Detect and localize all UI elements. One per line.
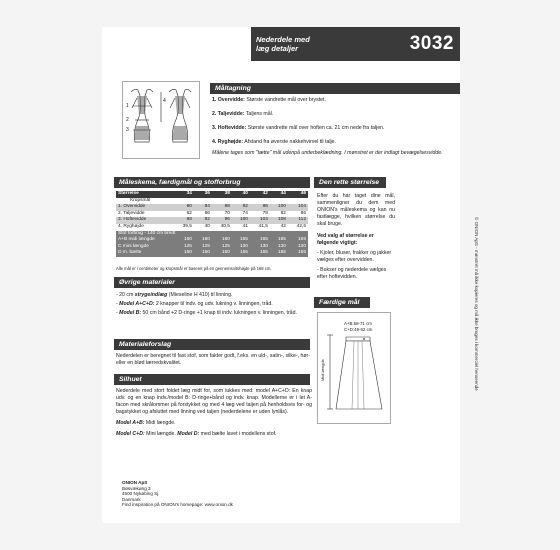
- maltagning-text: Største vandrette mål over brystet.: [246, 97, 326, 103]
- materialeforslag-text: Nederdelen er beregnet til fast stof, som falder godt, f.eks. en uld-, satin-, silke-, hør- eller en blød lærredskvalitet.: [116, 353, 310, 366]
- den-rette-bullet-text: Kjoler, bluser, frakker og jakker vælges efter overvidden.: [317, 250, 392, 263]
- body-figure-illustration: [123, 82, 199, 158]
- den-rette-bullet: - Bukser og nederdele vælges efter hoftevidden.: [317, 267, 387, 280]
- maltagning-label: 1. Overvidde:: [212, 97, 245, 103]
- footer-line: Find inspiration på ONION's homepage: www.onion.dk: [122, 502, 233, 508]
- table-cell: 40: [204, 223, 210, 229]
- maltagning-text: Taljens mål.: [245, 111, 274, 117]
- table-footnote: Alle mål er i centimeter og kropsmål er baseret på en gennemsnitshøjde på 168 cm.: [116, 266, 272, 271]
- table-cell: 130: [270, 244, 288, 251]
- silhouet-desc: Mini længde.: [144, 431, 178, 437]
- table-cell: 1. Overvidde: [116, 204, 174, 211]
- footer-address: [122, 480, 233, 508]
- table-cell: 100: [270, 204, 288, 211]
- silhouet-desc: med bælte lavet i modellens stof.: [199, 431, 277, 437]
- table-cell: A+B midi længde: [116, 237, 174, 244]
- table-cell: 130: [288, 244, 308, 251]
- table-cell: 160: [212, 237, 232, 244]
- table-cell: 3. Hoftevidde: [116, 217, 174, 224]
- table-cell: 70: [224, 210, 230, 216]
- table-subheader: Kropsmål: [130, 197, 151, 203]
- silhouet-model: Model C+D:: [116, 431, 145, 437]
- table-header-cell: 44: [270, 191, 288, 198]
- ovrige-post: 50 cm bånd +2 D-ringe +1 knap til indv. lukningen v. linningen, tråd.: [141, 310, 297, 316]
- table-cell: 42: [280, 223, 286, 229]
- table-cell: 66: [204, 210, 210, 216]
- table-cell: 42,5: [296, 223, 306, 229]
- silhouet-desc: Midi længde.: [144, 420, 176, 426]
- faerdige-label-1: A+B:68-71 cm: [344, 321, 372, 326]
- table-cell: 160: [194, 237, 212, 244]
- table-cell: 80: [174, 204, 194, 211]
- table-cell: 130: [232, 244, 250, 251]
- faerdige-side-label: Midi længde: [320, 359, 325, 381]
- pattern-sheet: [102, 27, 479, 523]
- ovrige-bold: Model A+C+D:: [119, 301, 155, 307]
- maltagning-item: [212, 125, 457, 132]
- maltagning-label: 2. Taljevidde:: [212, 111, 245, 117]
- ovrige-pre: - 20 cm: [116, 292, 135, 298]
- table-cell: 86: [300, 210, 306, 216]
- den-rette-text: Efter du har taget dine mål, sammenligner du dem med ONION's måleskema og kan nu fastlægge, hvilken størrelse du skal bruge.: [317, 193, 395, 227]
- table-cell: 74: [242, 210, 248, 216]
- silhouet-p1: Nederdele med stort foldet læg midt for, som lukkes med: model A+C+D: En knap udv. og en knap indv./model B: D-ringe+bånd og indv. knap. Modellerne er i let A-facon med skrålommer på forstykket og med 4 læg ved taljen på henholdsvis for- og bagstykket og afsluttet med linning ved taljen (nederdelene er uden lynlås).: [116, 388, 312, 415]
- maltagning-item: [212, 139, 457, 146]
- table-header-cell: Størrelse: [116, 191, 174, 198]
- maltagning-text: Største vandrette mål over hoften ca. 21 cm nede fra taljen.: [247, 125, 385, 131]
- table-header-cell: 38: [212, 191, 232, 198]
- maltagning-text: Afstand fra øverste nakkehvirvel til talje.: [244, 139, 336, 145]
- table-cell: 155: [288, 250, 308, 257]
- faerdige-label-2: C+D:49-52 cm: [344, 327, 373, 332]
- table-cell: 4. Ryghøjde: [118, 223, 144, 229]
- section-silhouet: Silhuet: [114, 374, 310, 385]
- table-row: [116, 250, 308, 257]
- table-row: [116, 237, 308, 244]
- table-cell: 88: [212, 204, 232, 211]
- section-materialeforslag: Materialeforslag: [114, 339, 310, 350]
- table-cell: 160: [174, 237, 194, 244]
- title-line-1: Nederdele med: [256, 35, 310, 44]
- skirt-illustration: [318, 313, 390, 423]
- footer-line: Danmark: [122, 496, 141, 502]
- table-cell: 150: [194, 250, 212, 257]
- svg-text:3: 3: [126, 127, 129, 133]
- footer-line: ONION ApS: [122, 480, 148, 485]
- section-faerdige: Færdige mål: [314, 297, 370, 308]
- table-cell: 62: [186, 210, 192, 216]
- copyright-text: © ONION ApS - mønstret må ikke kopieres og må ikke bruges i kommerciel henseende: [474, 217, 479, 391]
- table-cell: 2. Taljevidde: [118, 210, 145, 216]
- table-cell: 130: [250, 244, 270, 251]
- table-row: [116, 204, 308, 211]
- table-cell: 165: [232, 237, 250, 244]
- table-header-row: [116, 191, 308, 198]
- den-rette-block: [317, 193, 395, 281]
- ovrige-bold: strygeindlæg: [134, 292, 168, 298]
- table-cell: 41,5: [258, 223, 268, 229]
- ovrige-item: [116, 292, 310, 299]
- section-maltagning: Måltagning: [210, 83, 460, 94]
- title-line-2: læg detaljer: [256, 44, 299, 53]
- maltagning-list: [212, 97, 457, 157]
- table-cell: 150: [212, 250, 232, 257]
- table-cell: 165: [288, 237, 308, 244]
- table-cell: 100: [232, 217, 250, 224]
- table-cell: 112: [288, 217, 308, 224]
- den-rette-bullet-text: Bukser og nederdele vælges efter hoftevidden.: [317, 267, 387, 280]
- table-row: [116, 217, 308, 224]
- footer-line: Bøsvækøng 3: [122, 485, 151, 491]
- table-cell: 150: [174, 250, 194, 257]
- table-cell: 108: [270, 217, 288, 224]
- table-cell: 92: [194, 217, 212, 224]
- table-header-cell: 36: [194, 191, 212, 198]
- table-cell: D m. bælte: [116, 250, 174, 257]
- maltagning-item: [212, 97, 457, 104]
- silhouet-p3: [116, 431, 312, 438]
- svg-text:2: 2: [126, 117, 129, 123]
- table-cell: 165: [270, 237, 288, 244]
- table-cell: 96: [250, 204, 270, 211]
- footer-line: 4500 Nykøbing Sj.: [122, 491, 160, 497]
- section-maleskema: Måleskema, færdigmål og stofforbrug: [114, 177, 310, 188]
- section-ovrige: Øvrige materialer: [114, 277, 310, 288]
- ovrige-list: [116, 292, 310, 317]
- table-cell: 125: [212, 244, 232, 251]
- ovrige-item: [116, 310, 310, 317]
- table-cell: 104: [250, 217, 270, 224]
- table-header-cell: 40: [232, 191, 250, 198]
- table-cell: 96: [212, 217, 232, 224]
- table-cell: 39,5: [182, 223, 192, 229]
- table-cell: 78: [262, 210, 268, 216]
- table-cell: 88: [174, 217, 194, 224]
- ovrige-bold: Model B:: [119, 310, 142, 316]
- skirt-figure: [317, 312, 391, 424]
- table-cell: 155: [232, 250, 250, 257]
- title-header: [251, 27, 460, 61]
- maltagning-item: [212, 111, 457, 118]
- table-cell: 84: [194, 204, 212, 211]
- table-cell: 92: [232, 204, 250, 211]
- table-cell: 82: [280, 210, 286, 216]
- measurement-table: [116, 191, 308, 257]
- table-cell: 41: [242, 223, 248, 229]
- maltagning-label: 4. Ryghøjde:: [212, 139, 244, 145]
- table-header-cell: 34: [174, 191, 194, 198]
- ovrige-post: 2 knapper til indv. og udv. lukning v. linningen, tråd.: [154, 301, 273, 307]
- table-header-cell: 42: [250, 191, 270, 198]
- den-rette-bullet: - Kjoler, bluser, frakker og jakker vælges efter overvidden.: [317, 250, 392, 263]
- den-rette-heading: Ved valg af størrelse er følgende vigtigt:: [317, 233, 374, 246]
- svg-text:4: 4: [163, 98, 166, 104]
- maltagning-label: 3. Hoftevidde:: [212, 125, 247, 131]
- silhouet-block: [116, 388, 312, 438]
- table-cell: 40,5: [220, 223, 230, 229]
- table-cell: C mini længde: [116, 244, 174, 251]
- silhouet-model: Model D:: [177, 431, 200, 437]
- table-cell: 155: [270, 250, 288, 257]
- maltagning-note: Målene tages som "tætte" mål udenpå underbeklædning. I mønstret er der indlagt bevægelsesvidde.: [212, 150, 443, 156]
- ovrige-item: [116, 301, 310, 308]
- section-den-rette: Den rette størrelse: [314, 177, 386, 188]
- ovrige-pre: -: [116, 310, 120, 316]
- table-cell: 125: [174, 244, 194, 251]
- silhouet-p2: [116, 420, 312, 427]
- table-stof-label: Stof forbrug - 140 cm bredt: [116, 231, 308, 238]
- ovrige-post: (Mieseline H 410) til linning.: [167, 292, 233, 298]
- pattern-number: 3032: [409, 33, 454, 54]
- table-cell: 104: [288, 204, 308, 211]
- copyright-side: [469, 217, 481, 457]
- svg-text:1: 1: [126, 103, 129, 109]
- body-measure-figure: [122, 81, 200, 159]
- ovrige-pre: -: [116, 301, 120, 307]
- table-cell: 165: [250, 237, 270, 244]
- silhouet-model: Model A+B:: [116, 420, 145, 426]
- table-row: [116, 224, 308, 231]
- table-cell: 125: [194, 244, 212, 251]
- table-cell: 155: [250, 250, 270, 257]
- table-header-cell: 46: [288, 191, 308, 198]
